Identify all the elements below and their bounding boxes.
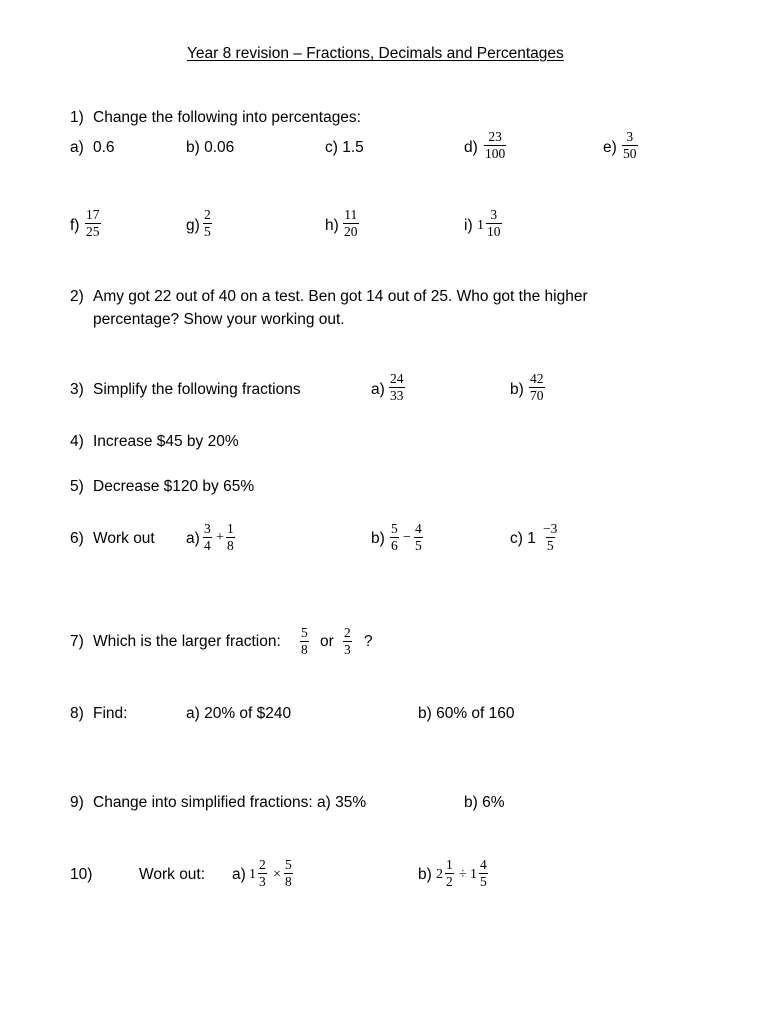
- numerator: 11: [344, 207, 358, 222]
- numerator: 2: [204, 207, 211, 222]
- q10a-fraction-2: [284, 858, 293, 889]
- denominator: 8: [227, 538, 234, 554]
- q8b-item: b) 60% of 160: [418, 705, 515, 722]
- q6b-fraction-1: [390, 522, 399, 553]
- denominator: 25: [86, 224, 100, 240]
- minus-sign: −: [403, 530, 411, 545]
- q1b-item: b) 0.06: [186, 139, 235, 156]
- q10b-fraction-1: [445, 858, 454, 889]
- q6-text: Work out: [93, 530, 155, 547]
- q3-number: 3): [70, 381, 84, 398]
- denominator: 50: [623, 146, 637, 162]
- q10b-whole-2: 1: [470, 867, 477, 882]
- q5-number: 5): [70, 478, 84, 495]
- q1-number: 1): [70, 109, 84, 126]
- q1i-fraction: [486, 208, 502, 239]
- numerator: 1: [446, 857, 453, 872]
- q5-text: Decrease $120 by 65%: [93, 478, 255, 495]
- q7-text: Which is the larger fraction:: [93, 633, 281, 650]
- numerator: 1: [227, 521, 234, 536]
- numerator: 3: [490, 207, 498, 222]
- q6-number: 6): [70, 530, 84, 547]
- q10b-label: b): [418, 866, 432, 883]
- q1i-label: i): [464, 217, 473, 234]
- q4-number: 4): [70, 433, 84, 450]
- numerator: 3: [626, 129, 634, 144]
- times-sign: ×: [273, 867, 281, 882]
- q1i-whole: 1: [477, 218, 484, 233]
- q3b-fraction: [529, 372, 545, 403]
- denominator: 5: [480, 874, 487, 890]
- q1h-fraction: [343, 208, 359, 239]
- denominator: 8: [301, 642, 308, 658]
- q9-text: Change into simplified fractions: a) 35%: [93, 794, 367, 811]
- denominator: 5: [546, 538, 554, 554]
- q1f-label: f): [70, 217, 80, 234]
- numerator: 3: [204, 521, 211, 536]
- denominator: 10: [487, 224, 501, 240]
- divide-sign: ÷: [459, 867, 467, 882]
- q1g-label: g): [186, 217, 200, 234]
- q1f-fraction: [85, 208, 101, 239]
- denominator: 2: [446, 874, 453, 890]
- denominator: 3: [259, 874, 266, 890]
- q6a-label: a): [186, 530, 200, 547]
- numerator: 42: [530, 371, 544, 386]
- q7-number: 7): [70, 633, 84, 650]
- q1a-value: 0.6: [93, 139, 115, 156]
- q8-text: Find:: [93, 705, 128, 722]
- q10a-label: a): [232, 866, 246, 883]
- q8-number: 8): [70, 705, 84, 722]
- denominator: 3: [344, 642, 351, 658]
- numerator: −3: [543, 521, 558, 536]
- q7-fraction-2: [343, 626, 352, 657]
- q1e-fraction: [622, 130, 638, 161]
- plus-sign: +: [216, 530, 224, 545]
- q1h-label: h): [325, 217, 339, 234]
- q10-text: Work out:: [139, 866, 206, 883]
- numerator: 4: [415, 521, 422, 536]
- numerator: 5: [301, 625, 308, 640]
- denominator: 4: [204, 538, 211, 554]
- numerator: 2: [344, 625, 351, 640]
- denominator: 33: [390, 388, 404, 404]
- page-title: Year 8 revision – Fractions, Decimals and Percentages: [187, 45, 564, 62]
- denominator: 6: [391, 538, 398, 554]
- q8a-item: a) 20% of $240: [186, 705, 292, 722]
- q3a-label: a): [371, 381, 385, 398]
- q1a-label: a): [70, 139, 84, 156]
- q3b-label: b): [510, 381, 524, 398]
- q3a-fraction: [389, 372, 405, 403]
- q9-number: 9): [70, 794, 84, 811]
- q10-number: 10): [70, 866, 93, 883]
- q6c-fraction: [542, 522, 558, 553]
- numerator: 5: [391, 521, 398, 536]
- q10a-whole: 1: [249, 867, 256, 882]
- q6a-fraction-1: [203, 522, 212, 553]
- q10b-fraction-2: [479, 858, 488, 889]
- numerator: 24: [390, 371, 404, 386]
- denominator: 5: [204, 224, 211, 240]
- numerator: 23: [488, 129, 502, 144]
- q10a-fraction-1: [258, 858, 267, 889]
- numerator: 5: [285, 857, 292, 872]
- q1-text: Change the following into percentages:: [93, 109, 361, 126]
- q6b-label: b): [371, 530, 385, 547]
- q4-text: Increase $45 by 20%: [93, 433, 239, 450]
- q7-question-mark: ?: [364, 633, 373, 650]
- numerator: 4: [480, 857, 487, 872]
- q1e-label: e): [603, 139, 617, 156]
- q2-number: 2): [70, 288, 84, 305]
- numerator: 2: [259, 857, 266, 872]
- q6a-fraction-2: [226, 522, 235, 553]
- q1d-fraction: [484, 130, 506, 161]
- q7-or: or: [320, 633, 334, 650]
- q9b-item: b) 6%: [464, 794, 505, 811]
- q2-text-line2: percentage? Show your working out.: [93, 311, 345, 328]
- q3-text: Simplify the following fractions: [93, 381, 301, 398]
- q6b-fraction-2: [414, 522, 423, 553]
- q6c-label: c) 1: [510, 530, 536, 547]
- q1d-label: d): [464, 139, 478, 156]
- denominator: 70: [530, 388, 544, 404]
- denominator: 20: [344, 224, 358, 240]
- denominator: 100: [485, 146, 506, 162]
- q1c-item: c) 1.5: [325, 139, 364, 156]
- q2-text-line1: Amy got 22 out of 40 on a test. Ben got 14 out of 25. Who got the higher: [93, 288, 588, 305]
- q1g-fraction: [203, 208, 212, 239]
- q7-fraction-1: [300, 626, 309, 657]
- numerator: 17: [86, 207, 100, 222]
- denominator: 5: [415, 538, 422, 554]
- q10b-whole-1: 2: [436, 867, 443, 882]
- denominator: 8: [285, 874, 292, 890]
